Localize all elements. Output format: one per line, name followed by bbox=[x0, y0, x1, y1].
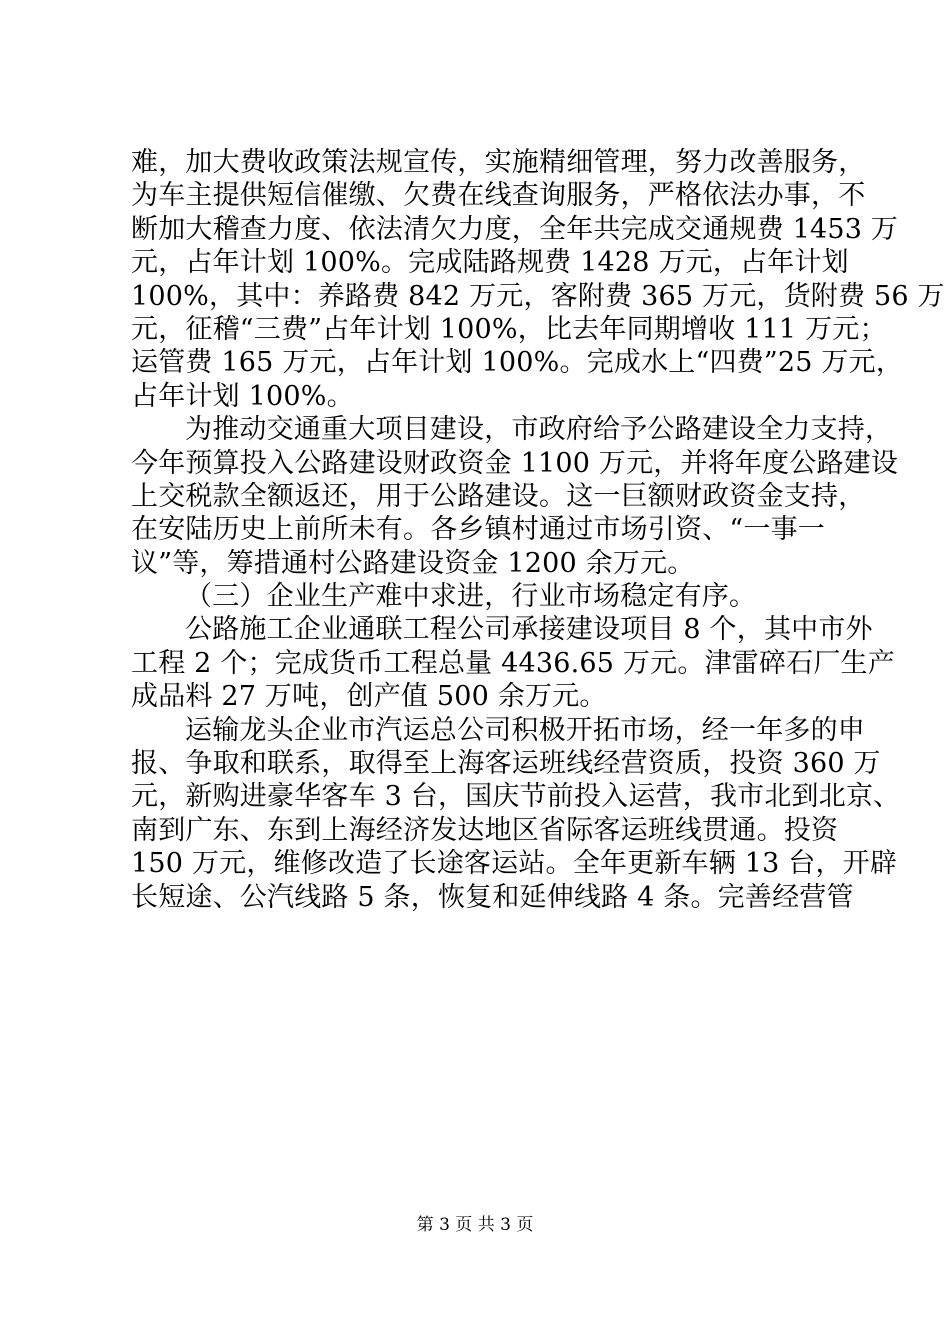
text-line: 元，征稽“三费”占年计划 100%，比去年同期增收 111 万元； bbox=[131, 313, 887, 345]
text-line: 运管费 165 万元，占年计划 100%。完成水上“四费”25 万元， bbox=[131, 347, 904, 379]
page-footer bbox=[0, 1214, 950, 1236]
paragraph-start-line: 运输龙头企业市汽运总公司积极开拓市场，经一年多的申 bbox=[185, 714, 865, 746]
text-line: 议”等，筹措通村公路建设资金 1200 余万元。 bbox=[131, 547, 695, 579]
page-number-label: 第 3 页 共 3 页 bbox=[416, 1215, 534, 1235]
text-line: 断加大稽查力度、依法清欠力度，全年共完成交通规费 1453 万 bbox=[131, 213, 899, 245]
text-line: 150 万元，维修改造了长途客运站。全年更新车辆 13 台，开辟 bbox=[131, 848, 898, 880]
text-line: 难，加大费收政策法规宣传，实施精细管理，努力改善服务， bbox=[131, 147, 866, 178]
text-line: 南到广东、东到上海经济发达地区省际客运班线贯通。投资 bbox=[131, 814, 839, 846]
text-line: 报、争取和联系，取得至上海客运班线经营资质，投资 360 万 bbox=[131, 748, 881, 780]
paragraph-start-line: 公路施工企业通联工程公司承接建设项目 8 个，其中市外 bbox=[185, 614, 873, 646]
section-heading: （三）企业生产难中求进，行业市场稳定有序。 bbox=[185, 581, 757, 613]
text-line: 100%，其中：养路费 842 万元，客附费 365 万元，货附费 56 万 bbox=[131, 280, 945, 312]
text-line: 元，占年计划 100%。完成陆路规费 1428 万元，占年计划 bbox=[131, 247, 849, 279]
text-line: 为车主提供短信催缴、欠费在线查询服务，严格依法办事，不 bbox=[131, 180, 866, 212]
text-line: 元，新购进豪华客车 3 台，国庆节前投入运营，我市北到北京、 bbox=[131, 781, 901, 813]
text-line: 成品料 27 万吨，创产值 500 余万元。 bbox=[131, 681, 607, 713]
text-line: 长短途、公汽线路 5 条，恢复和延伸线路 4 条。完善经营管 bbox=[131, 881, 854, 913]
text-line: 工程 2 个；完成货币工程总量 4436.65 万元。津雷碎石厂生产 bbox=[131, 647, 895, 679]
text-line: 占年计划 100%。 bbox=[131, 380, 354, 412]
document-body bbox=[131, 146, 945, 914]
text-line: 上交税款全额返还，用于公路建设。这一巨额财政资金支持， bbox=[131, 480, 866, 512]
text-line: 今年预算投入公路建设财政资金 1100 万元，并将年度公路建设 bbox=[131, 447, 899, 479]
paragraph-start-line: 为推动交通重大项目建设，市政府给予公路建设全力支持， bbox=[185, 414, 893, 446]
text-line: 在安陆历史上前所未有。各乡镇村通过市场引资、“一事一 bbox=[131, 514, 826, 546]
